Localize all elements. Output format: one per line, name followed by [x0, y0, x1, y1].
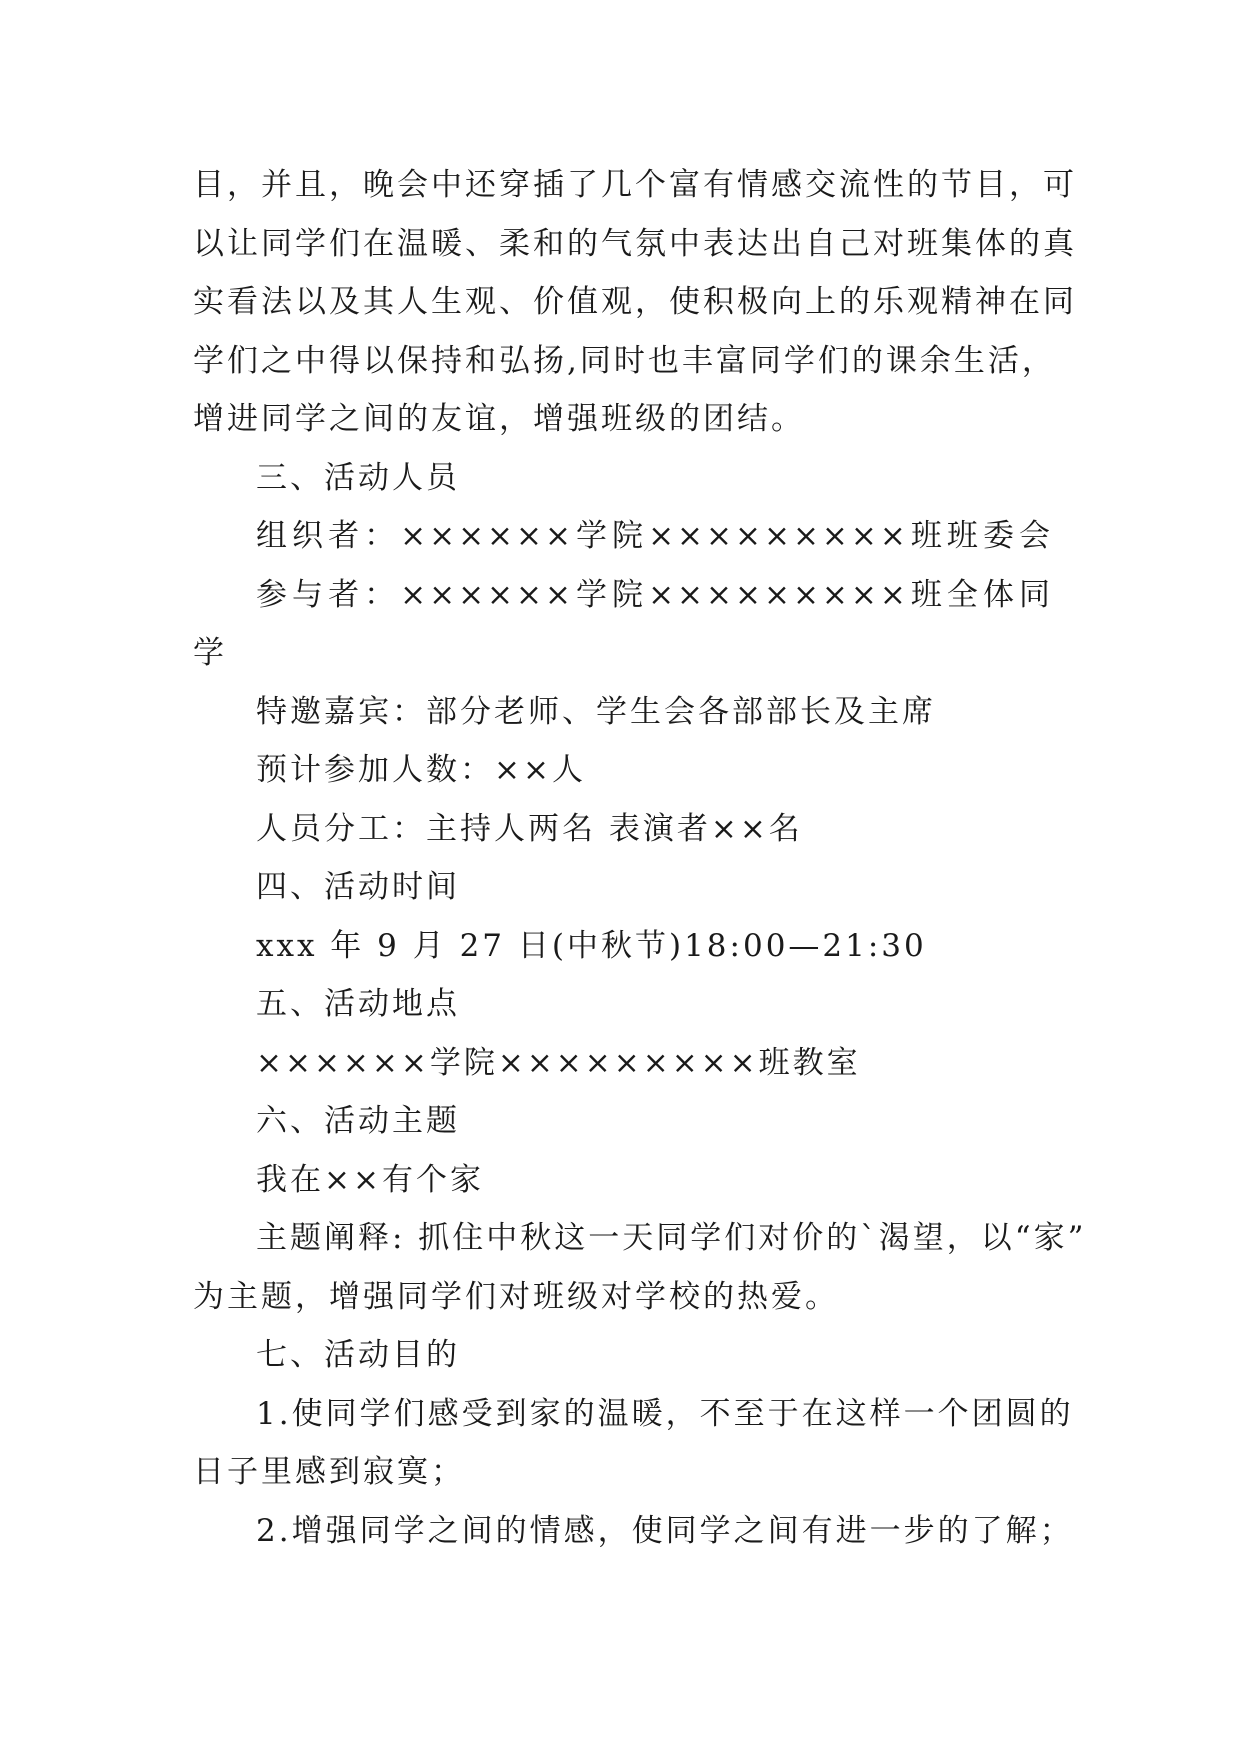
paragraph-line: 预计参加人数：××人 — [256, 752, 586, 788]
paragraph-line: 为主题，增强同学们对班级对学校的热爱。 — [193, 1278, 839, 1315]
paragraph-line: 1.使同学们感受到家的温暖，不至于在这样一个团圆的 — [256, 1395, 1074, 1432]
paragraph-line: 特邀嘉宾：部分老师、学生会各部部长及主席 — [256, 693, 936, 730]
paragraph-line: 学 — [193, 635, 227, 671]
paragraph-line: 增进同学之间的友谊，增强班级的团结。 — [193, 401, 805, 437]
section-heading: 三、活动人员 — [256, 459, 460, 496]
document-page — [193, 156, 1087, 1560]
paragraph-line: 参与者：××××××学院×××××××××班全体同 — [256, 576, 1053, 613]
paragraph-line: 我在××有个家 — [256, 1161, 484, 1198]
section-heading: 七、活动目的 — [256, 1337, 460, 1373]
paragraph-line: 日子里感到寂寞； — [193, 1454, 465, 1490]
paragraph-line: ××××××学院×××××××××班教室 — [256, 1044, 861, 1081]
paragraph-line: 组织者：××××××学院×××××××××班班委会 — [256, 518, 1053, 554]
paragraph-line: 以让同学们在温暖、柔和的气氛中表达出自己对班集体的真 — [193, 225, 1077, 262]
paragraph-line: 目，并且，晚会中还穿插了几个富有情感交流性的节目，可 — [193, 167, 1077, 203]
section-heading: 四、活动时间 — [256, 869, 460, 905]
paragraph-line: 主题阐释: 抓住中秋这一天同学们对价的`渴望，以“家” — [256, 1220, 1087, 1256]
paragraph-line: xxx 年 9 月 27 日(中秋节)18:00—21:30 — [256, 927, 927, 964]
section-heading: 五、活动地点 — [256, 986, 460, 1022]
paragraph-line: 实看法以及其人生观、价值观，使积极向上的乐观精神在同 — [193, 284, 1077, 320]
paragraph-line: 2.增强同学之间的情感，使同学之间有进一步的了解； — [256, 1512, 1074, 1549]
section-heading: 六、活动主题 — [256, 1103, 460, 1139]
paragraph-line: 人员分工：主持人两名 表演者××名 — [256, 810, 803, 847]
paragraph-line: 学们之中得以保持和弘扬,同时也丰富同学们的课余生活， — [193, 342, 1056, 379]
